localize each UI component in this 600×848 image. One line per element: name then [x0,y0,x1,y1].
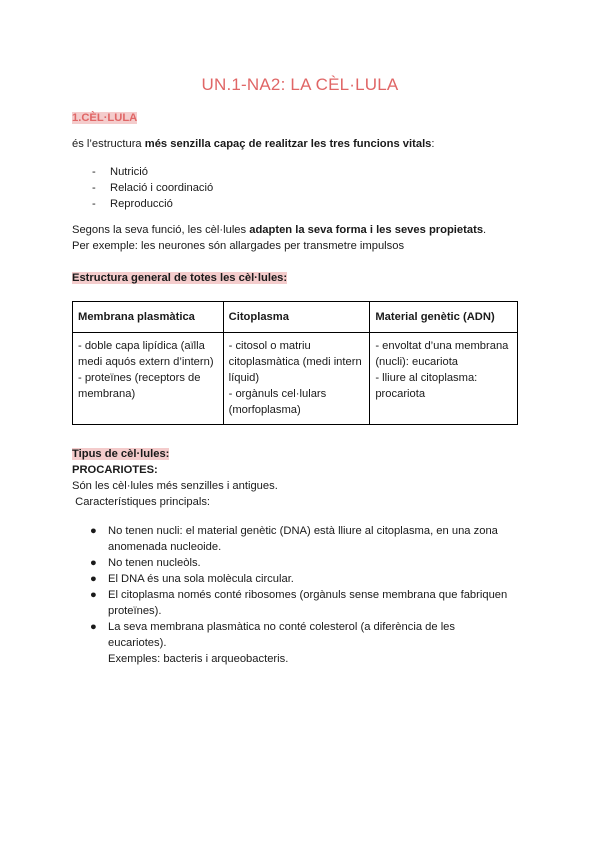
intro-end: : [431,138,435,150]
list-item [72,571,512,587]
cell-structure-table [72,301,518,425]
bullet-icon: ● [90,557,97,569]
intro-paragraph [72,136,532,152]
list-item [72,619,512,667]
types-heading-text: Tipus de cèl·lules: [72,448,170,460]
intro-text: és l’estructura [72,138,145,150]
characteristics-list [72,523,512,667]
cell-text: - envoltat d’una membrana (nucli): eucariota - lliure al citoplasma: procariota [375,340,509,400]
types-heading [72,446,169,462]
adaptation-bold-text: adapten la seva forma i les seves propietats [249,224,484,236]
column-header: Material genètic (ADN) [370,302,518,333]
section-heading-cell [72,110,137,126]
table-row [73,333,518,425]
feature-text: El DNA és una sola molècula circular. [108,573,294,585]
feature-text: El citoplasma només conté ribosomes (orgànuls sense membrana que fabriquen proteïnes). [108,589,508,617]
adaptation-end: . [483,224,487,236]
list-item [72,523,512,555]
prokaryotes-description: Són les cèl·lules més senzilles i antigues. [72,480,278,492]
column-header: Citoplasma [223,302,370,333]
structure-heading [72,270,287,286]
table-cell [73,333,224,425]
feature-text: No tenen nucleòls. [108,557,201,569]
feature-text: La seva membrana plasmàtica no conté colesterol (a diferència de les eucariotes). [108,621,455,649]
adaptation-paragraph [72,222,532,238]
table-cell [370,333,518,425]
table-header-row [73,302,518,333]
section-heading-text: 1.CÈL·LULA [72,112,138,124]
list-item [72,555,512,571]
vital-functions-list [72,164,532,212]
adaptation-text: Segons la seva funció, les cèl·lules [72,224,250,236]
structure-heading-text: Estructura general de totes les cèl·lules: [72,272,288,284]
page-title: UN.1-NA2: LA CÈL·LULA [201,75,399,94]
bullet-icon: ● [90,589,97,601]
list-item: - Nutrició [72,164,532,180]
bullet-icon: ● [90,621,97,633]
characteristics-label: Característiques principals: [72,496,211,508]
table-cell [223,333,370,425]
intro-bold-text: més senzilla capaç de realitzar les tres funcions vitals [144,138,432,150]
feature-text: No tenen nucli: el material genètic (DNA) està lliure al citoplasma, en una zona anomenada nucleoide. [108,525,498,553]
list-item: - Reproducció [72,196,532,212]
cell-text: - citosol o matriu citoplasmàtica (medi intern líquid) - orgànuls cel·lulars (morfoplasma) [228,340,362,416]
cell-text: - doble capa lipídica (aïlla medi aquós extern d’intern) - proteïnes (receptors de membrana) [78,340,214,400]
examples-text: Exemples: bacteris i arqueobacteris. [108,653,289,665]
bullet-icon: ● [90,525,97,537]
prokaryotes-subheading: PROCARIOTES: [72,464,158,476]
column-header: Membrana plasmàtica [73,302,224,333]
bullet-icon: ● [90,573,97,585]
list-item [72,587,512,619]
list-item: - Relació i coordinació [72,180,532,196]
example-text: Per exemple: les neurones són allargades per transmetre impulsos [72,240,405,252]
